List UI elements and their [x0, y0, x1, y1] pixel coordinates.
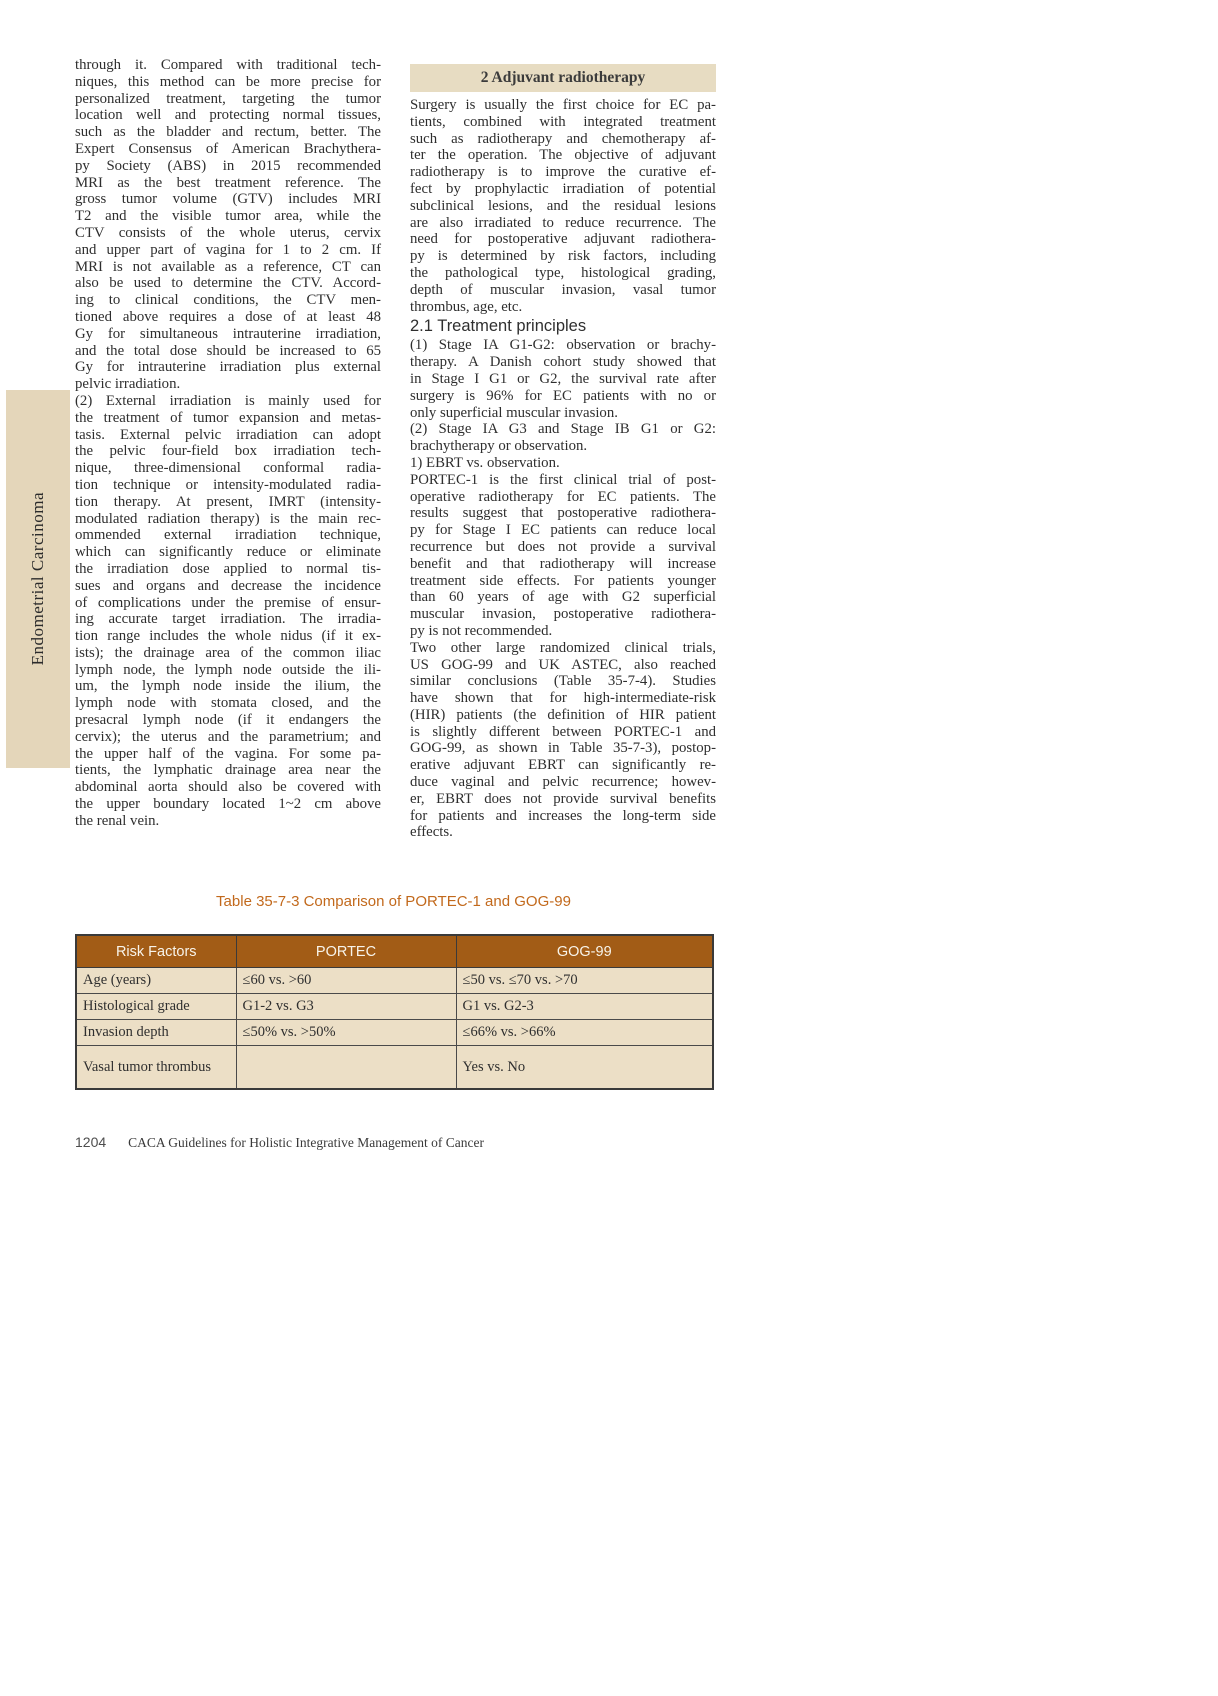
text-line: personalized treatment, targeting the tumor — [75, 90, 381, 107]
table-cell: ≤50 vs. ≤70 vs. >70 — [456, 968, 713, 994]
table-cell: Invasion depth — [76, 1020, 236, 1046]
text-line: 1) EBRT vs. observation. — [410, 454, 560, 471]
subsection-heading: 2.1 Treatment principles — [410, 317, 587, 336]
text-line: GOG-99, as shown in Table 35-7-3), postop- — [410, 740, 716, 757]
text-line: (HIR) patients (the definition of HIR patient — [410, 706, 716, 723]
text-line: such as radiotherapy and chemotherapy af- — [410, 130, 716, 147]
text-line: than 60 years of age with G2 superficial — [410, 589, 716, 606]
text-line: subclinical lesions, and the residual lesions — [410, 197, 716, 214]
text-line: CTV consists of the whole uterus, cervix — [75, 224, 381, 241]
text-line: for patients and increases the long-term side — [410, 807, 716, 824]
text-line: in Stage I G1 or G2, the survival rate after — [410, 370, 716, 387]
text-line: the upper boundary located 1~2 cm above — [75, 796, 381, 813]
text-line: nique, three-dimensional conformal radia- — [75, 460, 381, 477]
table-row — [76, 994, 713, 1020]
text-line: similar conclusions (Table 35-7-4). Studies — [410, 673, 716, 690]
text-line: radiotherapy is to improve the curative ef- — [410, 164, 716, 181]
text-line: Two other large randomized clinical trials, — [410, 639, 716, 656]
text-line: gross tumor volume (GTV) includes MRI — [75, 191, 381, 208]
text-line: modulated radiation therapy) is the main rec- — [75, 510, 381, 527]
section-heading — [410, 64, 716, 92]
text-line: location well and protecting normal tissues, — [75, 107, 381, 124]
text-line: Gy for simultaneous intrauterine irradiation, — [75, 325, 381, 342]
text-line: MRI is not available as a reference, CT can — [75, 258, 381, 275]
text-line: need for postoperative adjuvant radiothera- — [410, 231, 716, 248]
text-line: the treatment of tumor expansion and metas- — [75, 409, 381, 426]
text-line: benefit and that radiotherapy will increase — [410, 555, 716, 572]
text-line: tioned above requires a dose of at least 48 — [75, 308, 381, 325]
comparison-table-block — [75, 892, 712, 1090]
text-line: tion technique or intensity-modulated radia- — [75, 476, 381, 493]
text-line: have shown that for high-intermediate-risk — [410, 690, 716, 707]
text-line: (2) External irradiation is mainly used for — [75, 392, 381, 409]
table-cell: Vasal tumor thrombus — [76, 1046, 236, 1090]
table-row — [76, 968, 713, 994]
section-heading-label: 2 Adjuvant radiotherapy — [480, 68, 646, 86]
text-line: and upper part of vagina for 1 to 2 cm. If — [75, 241, 381, 258]
table-row — [76, 1046, 713, 1090]
paragraph — [410, 640, 716, 842]
comparison-table — [75, 934, 714, 1090]
text-line: py is not recommended. — [410, 622, 553, 639]
text-line: pelvic irradiation. — [75, 376, 181, 393]
text-line: Surgery is usually the first choice for EC pa- — [410, 97, 716, 113]
paragraph — [410, 472, 716, 640]
paragraph — [410, 97, 716, 315]
table-cell: ≤50% vs. >50% — [236, 1020, 456, 1046]
text-line: treatment side effects. For patients younger — [410, 572, 716, 589]
paragraph — [75, 393, 381, 830]
table-header-cell: Risk Factors — [76, 935, 236, 968]
text-line: ists); the drainage area of the common iliac — [75, 644, 381, 661]
page-footer — [75, 1134, 484, 1151]
table-cell: G1 vs. G2-3 — [456, 994, 713, 1020]
text-line: Gy for intrauterine irradiation plus external — [75, 359, 381, 376]
text-line: results suggest that postoperative radiothera- — [410, 505, 716, 522]
text-line: of complications under the premise of ensur- — [75, 594, 381, 611]
paragraph — [75, 57, 381, 393]
text-line: also be used to determine the CTV. Accord- — [75, 275, 381, 292]
text-line: um, the lymph node inside the ilium, the — [75, 678, 381, 695]
text-line: the renal vein. — [75, 812, 160, 829]
text-line: only superficial muscular invasion. — [410, 404, 618, 421]
text-line: PORTEC-1 is the first clinical trial of post- — [410, 471, 716, 488]
text-line: tients, the lymphatic drainage area near the — [75, 762, 381, 779]
text-line: (1) Stage IA G1-G2: observation or brachy- — [410, 337, 716, 354]
chapter-sidebar-tab — [6, 390, 70, 768]
text-line: py for Stage I EC patients can reduce local — [410, 522, 716, 539]
text-line: such as the bladder and rectum, better. The — [75, 124, 381, 141]
text-line: cervix); the uterus and the parametrium; and — [75, 728, 381, 745]
text-line: abdominal aorta should also be covered with — [75, 779, 381, 796]
text-line: and the total dose should be increased to 65 — [75, 342, 381, 359]
paragraph — [410, 455, 716, 472]
text-line: surgery is 96% for EC patients with no or — [410, 387, 716, 404]
text-line: duce vaginal and pelvic recurrence; howev- — [410, 774, 716, 791]
right-text-column — [410, 64, 716, 841]
text-line: lymph node with stomata closed, and the — [75, 695, 381, 712]
text-line: sues and organs and decrease the incidence — [75, 577, 381, 594]
text-line: the pathological type, histological grading, — [410, 264, 716, 281]
text-line: is slightly different between PORTEC-1 and — [410, 723, 716, 740]
text-line: ing to clinical conditions, the CTV men- — [75, 292, 381, 309]
text-line: tients, combined with integrated treatment — [410, 113, 716, 130]
left-text-column — [75, 57, 381, 830]
text-line: MRI as the best treatment reference. The — [75, 174, 381, 191]
text-line: T2 and the visible tumor area, while the — [75, 208, 381, 225]
text-line: thrombus, age, etc. — [410, 298, 523, 315]
text-line: py is determined by risk factors, including — [410, 248, 716, 265]
text-line: the pelvic four-field box irradiation tech- — [75, 443, 381, 460]
text-line: tion therapy. At present, IMRT (intensity- — [75, 493, 381, 510]
text-line: US GOG-99 and UK ASTEC, also reached — [410, 656, 716, 673]
text-line: py Society (ABS) in 2015 recommended — [75, 157, 381, 174]
text-line: the upper half of the vagina. For some pa- — [75, 745, 381, 762]
text-line: effects. — [410, 824, 453, 841]
text-line: the irradiation dose applied to normal tis- — [75, 560, 381, 577]
table-cell — [236, 1046, 456, 1090]
text-line: depth of muscular invasion, vasal tumor — [410, 281, 716, 298]
footer-title: CACA Guidelines for Holistic Integrative Management of Cancer — [128, 1135, 484, 1150]
text-line: niques, this method can be more precise for — [75, 73, 381, 90]
page-number: 1204 — [75, 1134, 107, 1150]
text-line: fect by prophylactic irradiation of potential — [410, 180, 716, 197]
table-cell: Histological grade — [76, 994, 236, 1020]
table-caption: Table 35-7-3 Comparison of PORTEC-1 and GOG-99 — [216, 893, 571, 910]
text-line: ter the operation. The objective of adjuvant — [410, 147, 716, 164]
table-row — [76, 1020, 713, 1046]
table-header-cell: PORTEC — [236, 935, 456, 968]
text-line: lymph node, the lymph node outside the ili- — [75, 661, 381, 678]
text-line: operative radiotherapy for EC patients. The — [410, 488, 716, 505]
text-line: (2) Stage IA G3 and Stage IB G1 or G2: — [410, 421, 716, 438]
table-cell: Age (years) — [76, 968, 236, 994]
chapter-title-vertical: Endometrial Carcinoma — [28, 492, 47, 666]
text-line: brachytherapy or observation. — [410, 438, 588, 455]
text-line: Expert Consensus of American Brachythera- — [75, 140, 381, 157]
table-header-cell: GOG-99 — [456, 935, 713, 968]
text-line: tasis. External pelvic irradiation can adopt — [75, 426, 381, 443]
text-line: recurrence but does not provide a survival — [410, 538, 716, 555]
text-line: therapy. A Danish cohort study showed that — [410, 354, 716, 371]
table-cell: ≤60 vs. >60 — [236, 968, 456, 994]
text-line: through it. Compared with traditional tech- — [75, 57, 381, 73]
paragraph — [410, 421, 716, 455]
table-cell: G1-2 vs. G3 — [236, 994, 456, 1020]
text-line: erative adjuvant EBRT can significantly re- — [410, 757, 716, 774]
text-line: er, EBRT does not provide survival benefits — [410, 790, 716, 807]
table-cell: Yes vs. No — [456, 1046, 713, 1090]
text-line: are also irradiated to reduce recurrence. The — [410, 214, 716, 231]
text-line: tion range includes the whole nidus (if it ex- — [75, 628, 381, 645]
paragraph — [410, 337, 716, 421]
text-line: muscular invasion, postoperative radiothera- — [410, 606, 716, 623]
table-cell: ≤66% vs. >66% — [456, 1020, 713, 1046]
table-header-row — [76, 935, 713, 968]
text-line: ing accurate target irradiation. The irradia- — [75, 611, 381, 628]
text-line: ommended external irradiation technique, — [75, 527, 381, 544]
text-line: presacral lymph node (if it endangers the — [75, 712, 381, 729]
text-line: which can significantly reduce or eliminate — [75, 544, 381, 561]
